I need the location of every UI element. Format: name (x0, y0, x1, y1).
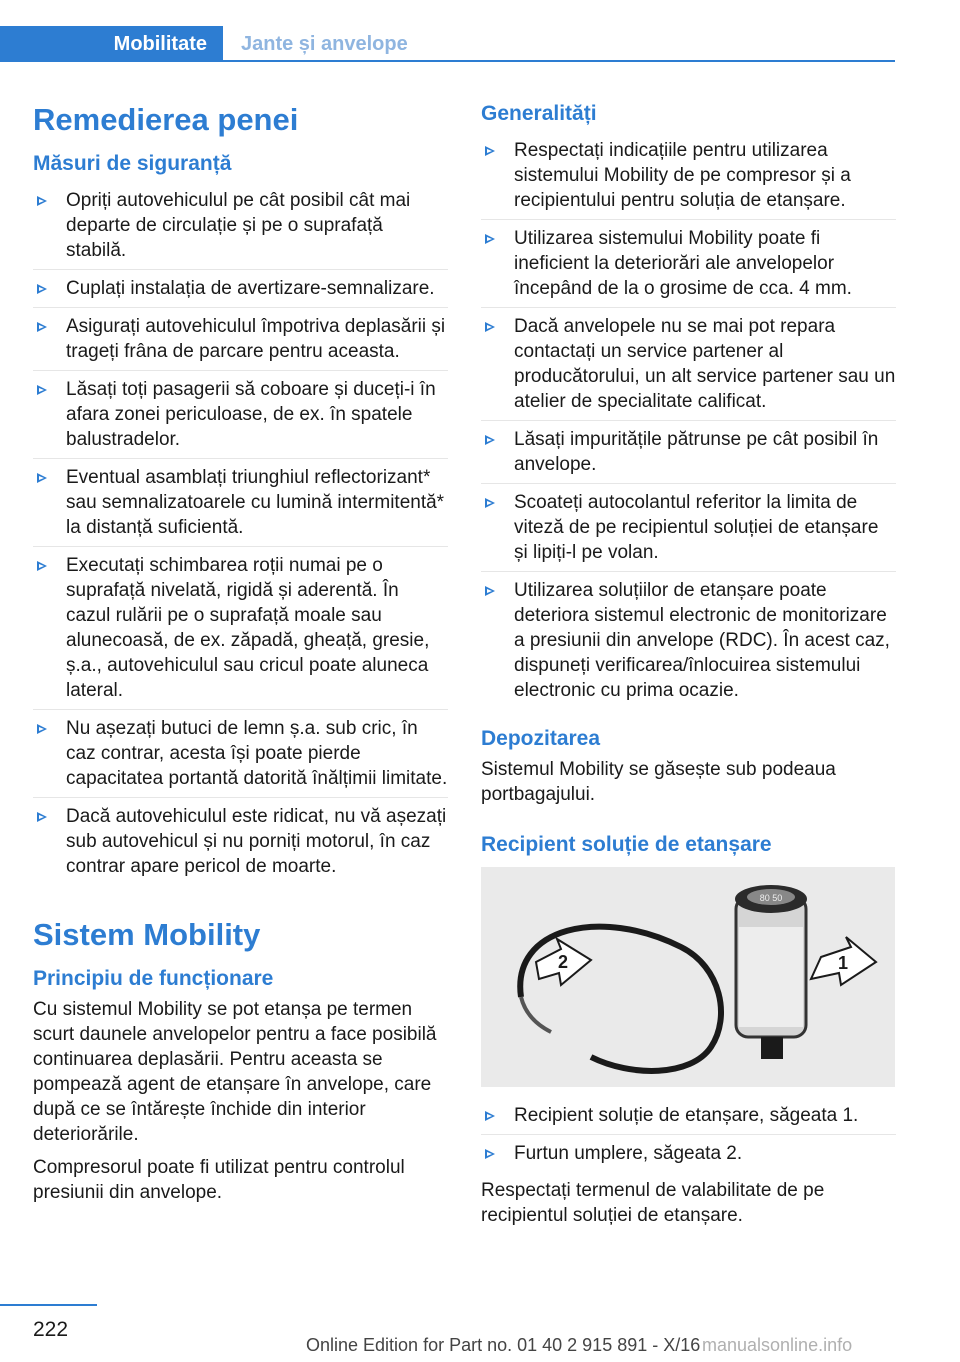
page-header (0, 26, 895, 62)
bullet-arrow-icon (485, 234, 495, 244)
sealant-container-illustration (481, 867, 895, 1087)
list-item: Lăsați impuritățile pătrunse pe cât posibil în anvelope. (481, 421, 896, 484)
bullet-arrow-icon (485, 322, 495, 332)
header-divider (223, 60, 895, 62)
bullet-arrow-icon (37, 196, 47, 206)
bullet-arrow-icon (485, 146, 495, 156)
bullet-arrow-icon (485, 1149, 495, 1159)
bullet-arrow-icon (485, 1111, 495, 1121)
hose-end (521, 997, 551, 1032)
cap-text: 80 50 (759, 893, 783, 903)
bullet-arrow-icon (485, 498, 495, 508)
principle-heading: Principiu de funcționare (33, 967, 274, 990)
safety-list (33, 182, 448, 885)
section-title: Remedierea penei (33, 102, 299, 137)
arrow-1-label: 1 (837, 953, 849, 973)
bullet-arrow-icon (37, 561, 47, 571)
safety-heading: Măsuri de siguranță (33, 152, 232, 175)
principle-paragraph: Cu sistemul Mobility se pot etanșa pe termen scurt daunele anvelopelor pentru a face posibilă continuarea deplasării. Pentru aceasta se pompează agent de etanșare în anvelope, care după ce se întărește închide din interior deteriorările. (33, 999, 437, 1145)
bullet-arrow-icon (485, 586, 495, 596)
bullet-arrow-icon (37, 385, 47, 395)
list-item: Respectați indicațiile pentru utilizarea sistemului Mobility de pe compresor și a recipientului pentru soluția de etanșare. (481, 132, 896, 220)
hose (520, 927, 721, 1071)
container-note: Respectați termenul de valabilitate de pe recipientul soluției de etanșare. (481, 1180, 825, 1226)
list-item: Recipient soluție de etanșare, săgeata 1. (481, 1097, 896, 1135)
general-list (481, 132, 896, 709)
storage-heading: Depozitarea (481, 727, 601, 750)
container-label (739, 927, 803, 1027)
general-heading: Generalități (481, 102, 597, 125)
list-item: Furtun umplere, săgeata 2. (481, 1135, 896, 1172)
footer-divider (0, 1304, 97, 1306)
list-item: Dacă anvelopele nu se mai pot repara contactați un service partener al producătorului, un alt service partener sau un atelier de specialitate calificat. (481, 308, 896, 421)
list-item: Lăsați toți pasagerii să coboare și duceți-i în afara zonei periculoase, de ex. în spatele balustradelor. (33, 371, 448, 459)
bullet-arrow-icon (37, 284, 47, 294)
bullet-arrow-icon (485, 435, 495, 445)
list-item: Cuplați instalația de avertizare-semnalizare. (33, 270, 448, 308)
sealant-container-figure (481, 867, 895, 1087)
left-column (33, 100, 448, 1213)
list-item: Dacă autovehiculul este ridicat, nu vă așezați sub autovehicul și nu porniți motorul, în caz contrar apare pericol de moarte. (33, 798, 448, 885)
watermark-text: manualsonline.info (702, 1335, 853, 1355)
container-list (481, 1097, 896, 1172)
list-item: Eventual asamblați triunghiul reflectorizant* sau semnalizatoarele cu lumină intermitentă* la distanță suficientă. (33, 459, 448, 547)
list-item: Nu așezați butuci de lemn ș.a. sub cric, în caz contrar, acesta își poate pierde capacitatea portantă datorită înălțimii limitate. (33, 710, 448, 798)
list-item: Executați schimbarea roții numai pe o suprafață nivelată, rigidă și aderentă. În cazul rulării pe o suprafață moale sau alunecoasă, de ex. zăpadă, gheață, gresie, ș.a., autovehiculul sau cricul poate aluneca lateral. (33, 547, 448, 710)
page-number: 222 (33, 1318, 69, 1341)
section-tab-active: Mobilitate (0, 26, 223, 62)
container-valve (761, 1037, 783, 1059)
bullet-arrow-icon (37, 473, 47, 483)
list-item: Opriți autovehiculul pe cât posibil cât mai departe de circulație și pe o suprafață stabilă. (33, 182, 448, 270)
list-item: Utilizarea sistemului Mobility poate fi ineficient la deteriorări ale anvelopelor începând de la o grosime de cca. 4 mm. (481, 220, 896, 308)
bullet-arrow-icon (37, 812, 47, 822)
list-item: Scoateți autocolantul referitor la limita de viteză de pe recipientul soluției de etanșare și lipiți-l pe volan. (481, 484, 896, 572)
bullet-arrow-icon (37, 322, 47, 332)
bullet-arrow-icon (37, 724, 47, 734)
storage-paragraph: Sistemul Mobility se găsește sub podeaua portbagajului. (481, 759, 836, 805)
right-column (481, 100, 896, 1236)
section-tab-inactive: Jante și anvelope (241, 32, 408, 55)
mobility-title: Sistem Mobility (33, 917, 261, 952)
arrow-2-label: 2 (557, 952, 569, 972)
list-item: Utilizarea soluțiilor de etanșare poate deteriora sistemul electronic de monitorizare a presiunii din anvelope (RDC). În acest caz, dispuneți verificarea/înlocuirea sistemului electronic cu prima ocazie. (481, 572, 896, 709)
container-heading: Recipient soluție de etanșare (481, 833, 772, 856)
list-item: Asigurați autovehiculul împotriva deplasării și trageți frâna de parcare pentru aceasta. (33, 308, 448, 371)
compressor-paragraph: Compresorul poate fi utilizat pentru controlul presiunii din anvelope. (33, 1157, 405, 1203)
edition-text: Online Edition for Part no. 01 40 2 915 891 - X/16 (306, 1335, 701, 1355)
